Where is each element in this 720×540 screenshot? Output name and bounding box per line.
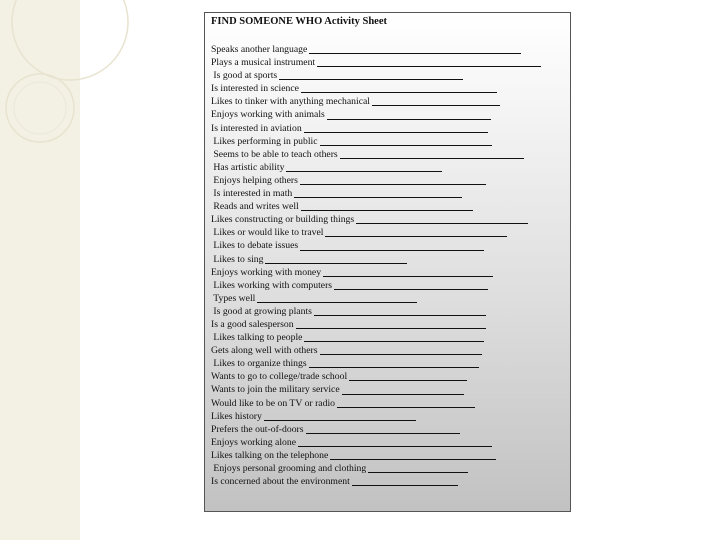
list-item	[211, 423, 566, 436]
item-label: Likes or would like to travel	[211, 227, 324, 239]
list-item	[211, 292, 566, 305]
list-item	[211, 95, 566, 108]
list-item	[211, 213, 566, 226]
answer-blank-line	[334, 289, 488, 290]
item-label: Likes to sing	[211, 253, 264, 265]
item-label: Wants to go to college/trade school	[211, 371, 348, 383]
answer-blank-line	[279, 79, 463, 80]
item-label: Enjoys working with animals	[211, 109, 325, 121]
list-item	[211, 200, 566, 213]
item-label: Likes performing in public	[211, 135, 318, 147]
answer-blank-line	[368, 472, 468, 473]
answer-blank-line	[323, 276, 493, 277]
answer-blank-line	[264, 420, 416, 421]
answer-blank-line	[309, 53, 521, 54]
list-item	[211, 331, 566, 344]
answer-blank-line	[337, 407, 475, 408]
item-label: Likes history	[211, 410, 262, 422]
list-item	[211, 82, 566, 95]
list-item	[211, 43, 566, 56]
item-label: Reads and writes well	[211, 201, 299, 213]
item-label: Likes constructing or building things	[211, 214, 355, 226]
list-item	[211, 397, 566, 410]
list-item	[211, 174, 566, 187]
item-label: Enjoys working alone	[211, 436, 297, 448]
item-label: Likes talking to people	[211, 332, 303, 344]
list-item	[211, 253, 566, 266]
answer-blank-line	[349, 380, 467, 381]
list-item	[211, 279, 566, 292]
list-item	[211, 108, 566, 121]
list-item	[211, 187, 566, 200]
item-label: Is interested in science	[211, 83, 299, 95]
list-item	[211, 436, 566, 449]
answer-blank-line	[304, 341, 484, 342]
list-item	[211, 69, 566, 82]
item-label: Enjoys personal grooming and clothing	[211, 463, 367, 474]
item-label: Is concerned about the environment	[211, 476, 350, 488]
list-item	[211, 226, 566, 239]
item-label: Is interested in math	[211, 188, 293, 200]
list-item	[211, 475, 566, 488]
answer-blank-line	[300, 250, 484, 251]
list-item	[211, 266, 566, 279]
answer-blank-line	[304, 132, 488, 133]
item-label: Likes to tinker with anything mechanical	[211, 96, 370, 108]
item-label: Seems to be able to teach others	[211, 148, 338, 160]
list-item	[211, 135, 566, 148]
answer-blank-line	[301, 210, 473, 211]
item-label: Gets along well with others	[211, 345, 318, 357]
list-item	[211, 56, 566, 69]
list-item	[211, 449, 566, 462]
item-label: Plays a musical instrument	[211, 57, 316, 69]
answer-blank-line	[314, 315, 486, 316]
answer-blank-line	[257, 302, 417, 303]
item-label: Would like to be on TV or radio	[211, 397, 335, 409]
item-label: Likes to organize things	[211, 358, 307, 370]
answer-blank-line	[317, 66, 541, 67]
item-label: Is a good salesperson	[211, 318, 294, 330]
answer-blank-line	[342, 394, 464, 395]
list-item	[211, 305, 566, 318]
activity-sheet	[204, 12, 571, 512]
item-label: Likes talking on the telephone	[211, 449, 329, 461]
sheet-title: FIND SOMEONE WHO Activity Sheet	[211, 16, 387, 27]
answer-blank-line	[320, 354, 482, 355]
list-item	[211, 357, 566, 370]
item-label: Enjoys working with money	[211, 266, 322, 278]
answer-blank-line	[330, 459, 496, 460]
list-item	[211, 148, 566, 161]
answer-blank-line	[309, 367, 479, 368]
answer-blank-line	[265, 263, 407, 264]
answer-blank-line	[327, 119, 491, 120]
decorative-circles	[0, 0, 200, 200]
list-item	[211, 161, 566, 174]
list-item	[211, 410, 566, 423]
item-label: Types well	[211, 292, 256, 304]
answer-blank-line	[294, 197, 462, 198]
list-item	[211, 344, 566, 357]
item-label: Is interested in aviation	[211, 122, 302, 134]
item-label: Speaks another language	[211, 44, 308, 55]
answer-blank-line	[300, 184, 486, 185]
list-item	[211, 370, 566, 383]
item-label: Wants to join the military service	[211, 384, 340, 396]
answer-blank-line	[298, 446, 492, 447]
item-label: Enjoys helping others	[211, 174, 298, 186]
answer-blank-line	[320, 145, 492, 146]
list-item	[211, 383, 566, 396]
list-item	[211, 122, 566, 135]
answer-blank-line	[286, 171, 442, 172]
answer-blank-line	[340, 158, 524, 159]
item-label: Likes working with computers	[211, 279, 333, 291]
list-item	[211, 239, 566, 252]
answer-blank-line	[325, 236, 507, 237]
answer-blank-line	[301, 92, 497, 93]
answer-blank-line	[352, 485, 458, 486]
item-label: Likes to debate issues	[211, 240, 299, 252]
answer-blank-line	[356, 223, 528, 224]
answer-blank-line	[372, 105, 500, 106]
activity-list	[211, 43, 566, 488]
list-item	[211, 462, 566, 475]
item-label: Is good at sports	[211, 70, 278, 82]
list-item	[211, 318, 566, 331]
answer-blank-line	[306, 433, 460, 434]
item-label: Has artistic ability	[211, 161, 285, 173]
answer-blank-line	[296, 328, 486, 329]
item-label: Prefers the out-of-doors	[211, 423, 304, 435]
item-label: Is good at growing plants	[211, 305, 312, 317]
